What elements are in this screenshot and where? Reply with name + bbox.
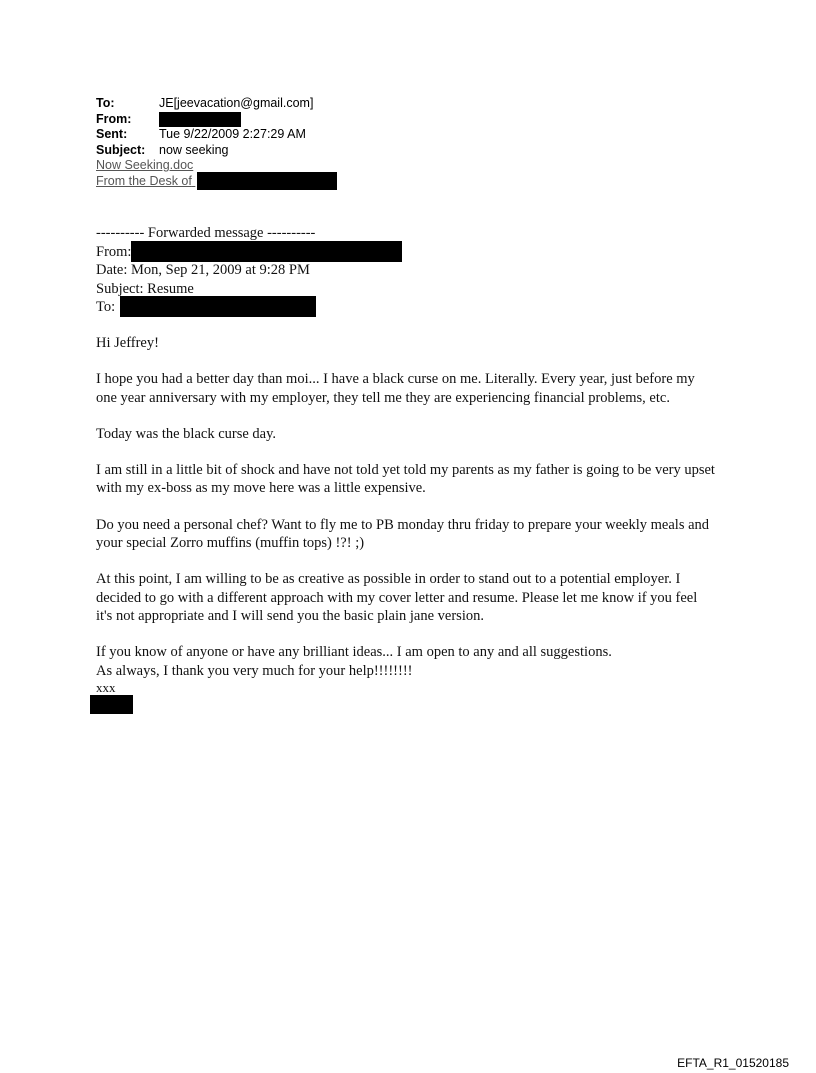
sent-value: Tue 9/22/2009 2:27:29 AM	[159, 127, 306, 141]
redaction-box	[159, 112, 241, 127]
redaction-box	[197, 172, 337, 190]
to-value: JE[jeevacation@gmail.com]	[159, 96, 314, 110]
paragraph-2: Today was the black curse day.	[96, 425, 277, 442]
forward-subject-line: Subject: Resume	[96, 280, 194, 297]
subject-row	[96, 143, 337, 159]
redaction-box	[131, 241, 402, 262]
sent-label: Sent:	[96, 127, 128, 141]
to-row	[96, 96, 337, 112]
forward-date-line: Date: Mon, Sep 21, 2009 at 9:28 PM	[96, 262, 310, 278]
document-id: EFTA_R1_01520185	[677, 1056, 789, 1070]
paragraph-6a: If you know of anyone or have any brilliant ideas... I am open to any and all suggestions.	[96, 644, 612, 661]
from-redaction	[159, 112, 241, 128]
email-header	[96, 96, 337, 189]
forward-from-label: From:	[96, 243, 132, 260]
subject-label: Subject:	[96, 142, 146, 157]
paragraph-1: I hope you had a better day than moi... I have a black curse on me. Literally. Every year, just before my one year anniversary with my employer, they tell me they are experiencing financial problems, etc.	[96, 371, 695, 406]
paragraph-3: I am still in a little bit of shock and have not told yet told my parents as my father is going to be very upset with my ex-boss as my move here was a little expensive.	[96, 462, 715, 497]
forward-separator: ---------- Forwarded message ----------	[96, 225, 316, 241]
closing-block	[96, 643, 716, 714]
paragraph-5: At this point, I am willing to be as creative as possible in order to stand out to a potential employer. I decided to go with a different approach with my cover letter and resume. Please let me know if you feel it's not appropriate and I will send you the basic plain jane version.	[96, 571, 698, 624]
forward-to-row	[96, 298, 716, 317]
desk-link-row[interactable]	[96, 174, 337, 190]
signature-redaction	[90, 695, 716, 714]
forwarded-header	[96, 224, 716, 317]
greeting: Hi Jeffrey!	[96, 335, 159, 351]
desk-link-text[interactable]: From the Desk of	[96, 173, 192, 188]
forward-from-row	[96, 243, 716, 262]
subject-value: now seeking	[159, 142, 229, 157]
attachment-link[interactable]: Now Seeking.doc	[96, 158, 194, 172]
sent-row	[96, 127, 337, 143]
redaction-box	[90, 695, 133, 714]
signoff: xxx	[96, 679, 116, 695]
forward-to-label: To:	[96, 299, 116, 315]
from-label: From:	[96, 111, 132, 126]
from-row	[96, 112, 337, 128]
paragraph-6b: As always, I thank you very much for your help!!!!!!!!	[96, 662, 413, 679]
redaction-box	[120, 296, 316, 317]
paragraph-4: Do you need a personal chef? Want to fly me to PB monday thru friday to prepare your weekly meals and your special Zorro muffins (muffin tops) !?! ;)	[96, 516, 710, 552]
to-label: To:	[96, 96, 115, 110]
message-body	[96, 334, 716, 714]
